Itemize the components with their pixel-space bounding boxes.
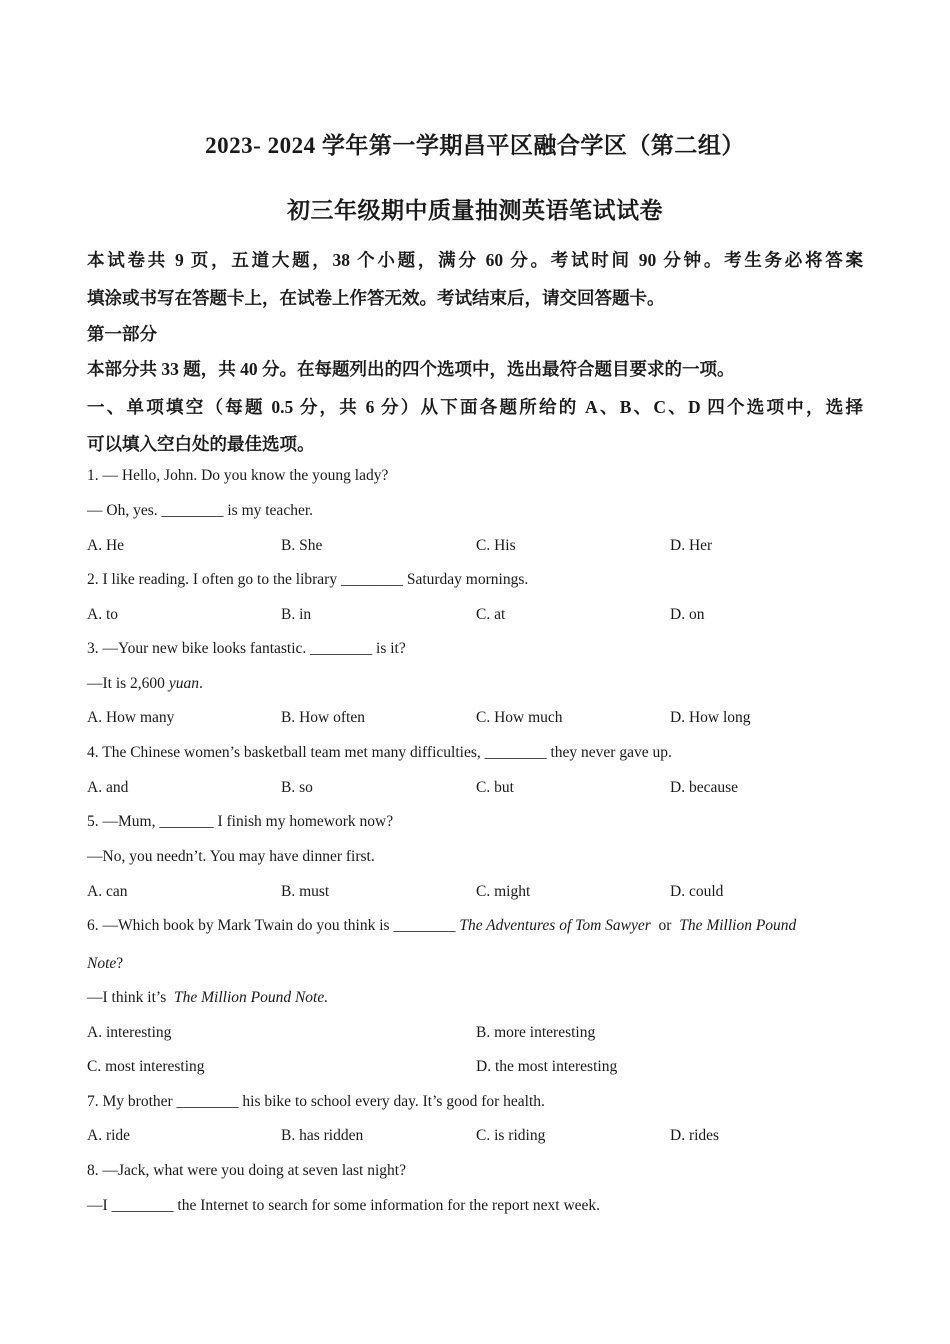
section1-instruction-line1: 一、单项填空（每题 0.5 分，共 6 分）从下面各题所给的 A、B、C、D 四个选项中，选择: [87, 397, 863, 417]
part-heading: 第一部分: [87, 324, 157, 344]
q3-stem-line2: [87, 675, 203, 693]
q6-option-c: C. most interesting: [87, 1058, 205, 1075]
q5-stem-line2: —No, you needn’t. You may have dinner first.: [87, 848, 375, 865]
q7-option-b: B. has ridden: [281, 1127, 364, 1144]
q2-option-c: C. at: [476, 606, 506, 623]
q6-answer-title: The Million Pound Note.: [173, 989, 329, 1006]
q6-stem: [87, 917, 863, 935]
q6-question-mark: ?: [116, 955, 124, 972]
q4-option-b: B. so: [281, 779, 313, 796]
intro-line2: 填涂或书写在答题卡上，在试卷上作答无效。考试结束后，请交回答题卡。: [87, 288, 665, 308]
q1-stem-line2: — Oh, yes. ________ is my teacher.: [87, 502, 314, 519]
q2-option-b: B. in: [281, 606, 312, 623]
q1-option-a: A. He: [87, 537, 125, 554]
q2-stem: 2. I like reading. I often go to the library ________ Saturday mornings.: [87, 571, 529, 588]
q3-answer-text: —It is 2,600: [87, 675, 169, 692]
q1-option-c: C. His: [476, 537, 516, 554]
q5-option-c: C. might: [476, 883, 531, 900]
q6-book-title-2-end: Note: [87, 955, 117, 972]
q6-or: or: [650, 917, 680, 934]
q3-stem: 3. —Your new bike looks fantastic. ________ is it?: [87, 640, 406, 657]
q8-stem: 8. —Jack, what were you doing at seven last night?: [87, 1162, 406, 1179]
q1-option-b: B. She: [281, 537, 323, 554]
q1-stem: 1. — Hello, John. Do you know the young lady?: [87, 467, 389, 484]
q6-stem-line2: [87, 989, 328, 1007]
q5-option-d: D. could: [670, 883, 724, 900]
q7-option-d: D. rides: [670, 1127, 720, 1144]
q4-option-c: C. but: [476, 779, 514, 796]
q6-stem-wrap: [87, 955, 123, 973]
q3-currency-word: yuan: [168, 675, 199, 692]
q6-stem-text: 6. —Which book by Mark Twain do you think is ________: [87, 917, 460, 934]
q4-stem: 4. The Chinese women’s basketball team met many difficulties, ________ they never gave up.: [87, 744, 672, 761]
q3-option-a: A. How many: [87, 709, 175, 726]
section1-instruction-line2: 可以填入空白处的最佳选项。: [87, 434, 315, 454]
q5-option-b: B. must: [281, 883, 330, 900]
q4-option-d: D. because: [670, 779, 738, 796]
part-description: 本部分共 33 题，共 40 分。在每题列出的四个选项中，选出最符合题目要求的一项。: [87, 359, 735, 379]
exam-title-line1: 2023- 2024 学年第一学期昌平区融合学区（第二组）: [205, 133, 745, 158]
q7-stem: 7. My brother ________ his bike to school every day. It’s good for health.: [87, 1093, 545, 1110]
q5-option-a: A. can: [87, 883, 128, 900]
q2-option-a: A. to: [87, 606, 118, 623]
q6-option-a: A. interesting: [87, 1024, 172, 1041]
q6-option-b: B. more interesting: [476, 1024, 596, 1041]
q7-option-a: A. ride: [87, 1127, 131, 1144]
q3-option-b: B. How often: [281, 709, 365, 726]
q3-option-c: C. How much: [476, 709, 563, 726]
q6-option-d: D. the most interesting: [476, 1058, 618, 1075]
q1-option-d: D. Her: [670, 537, 713, 554]
intro-line1: 本试卷共 9 页，五道大题，38 个小题，满分 60 分。考试时间 90 分钟。考生务必将答案: [87, 250, 863, 270]
q3-option-d: D. How long: [670, 709, 751, 726]
q7-option-c: C. is riding: [476, 1127, 546, 1144]
q2-option-d: D. on: [670, 606, 705, 623]
q4-option-a: A. and: [87, 779, 129, 796]
q6-book-title-1: The Adventures of Tom Sawyer: [459, 917, 651, 934]
q3-period: .: [198, 675, 203, 692]
q5-stem: 5. —Mum, _______ I finish my homework now?: [87, 813, 394, 830]
q8-stem-line2: —I ________ the Internet to search for some information for the report next week.: [87, 1197, 601, 1214]
q6-answer-text: —I think it’s: [87, 989, 174, 1006]
exam-title-line2: 初三年级期中质量抽测英语笔试试卷: [287, 198, 663, 223]
q6-book-title-2: The Million Pound: [679, 917, 797, 934]
